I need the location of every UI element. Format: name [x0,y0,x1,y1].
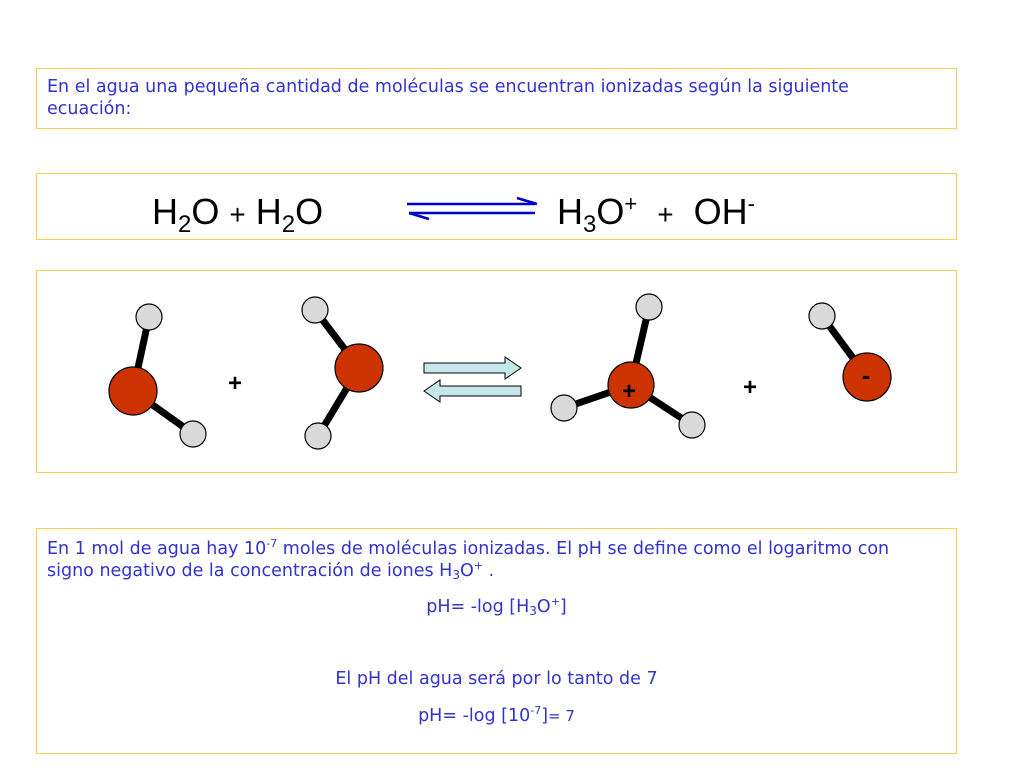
hydrogen-atom [302,297,328,323]
hydrogen-atom [679,412,705,438]
hydrogen-atom [636,294,662,320]
equation-plus-2: + [657,199,674,230]
ph-explanation-box [36,528,957,754]
hydrogen-atom [551,395,577,421]
hydrogen-atom [136,304,162,330]
hydrogen-atom [180,421,206,447]
plus-sign-right: + [742,374,758,401]
ph-water-statement: El pH del agua será por lo tanto de 7 [335,669,658,689]
water-molecule-1 [109,304,206,447]
molecule-diagram [37,271,956,472]
product-hydronium: $H_3O^+$ [557,191,638,238]
product-hydroxide: OH- [693,191,755,232]
water-molecule-2 [302,297,383,449]
ph-result-formula: pH= -log $[10^{-7}]= 7$ [418,704,575,726]
equation-reactants [152,191,324,238]
equation-box [36,173,957,240]
ph-definition-formula: pH= -log $[H_3O^+]$ [426,595,567,618]
plus-sign-left: + [227,370,243,397]
hydrogen-atom [809,303,835,329]
hydroxide-ion [809,303,891,401]
hydrogen-atom [305,423,331,449]
reactant-2: $H_2O$ [255,191,324,238]
equation-plus-1: + [229,199,246,230]
hydroxide-charge: - [861,360,871,390]
hydronium-charge: + [621,378,637,405]
ph-intro-text: En 1 mol de agua hay $10^{-7}$ moles de moléculas ionizadas. El pH se define como el logaritmo con signo negativo de la concentración de iones $H_3O^+$ . [47,537,890,582]
equilibrium-block-arrows-icon [424,357,521,402]
intro-text: En el agua una pequeña cantidad de moléculas se encuentran ionizadas según la siguiente ecuación: [47,77,849,119]
reactant-1: $H_2O$ [152,191,220,238]
equilibrium-arrow-icon [403,196,543,222]
hydronium-ion [551,294,705,438]
oxygen-atom [335,344,383,392]
intro-box [36,68,957,129]
molecule-diagram-box [36,270,957,473]
equation-products [557,191,755,238]
oxygen-atom [109,367,157,415]
